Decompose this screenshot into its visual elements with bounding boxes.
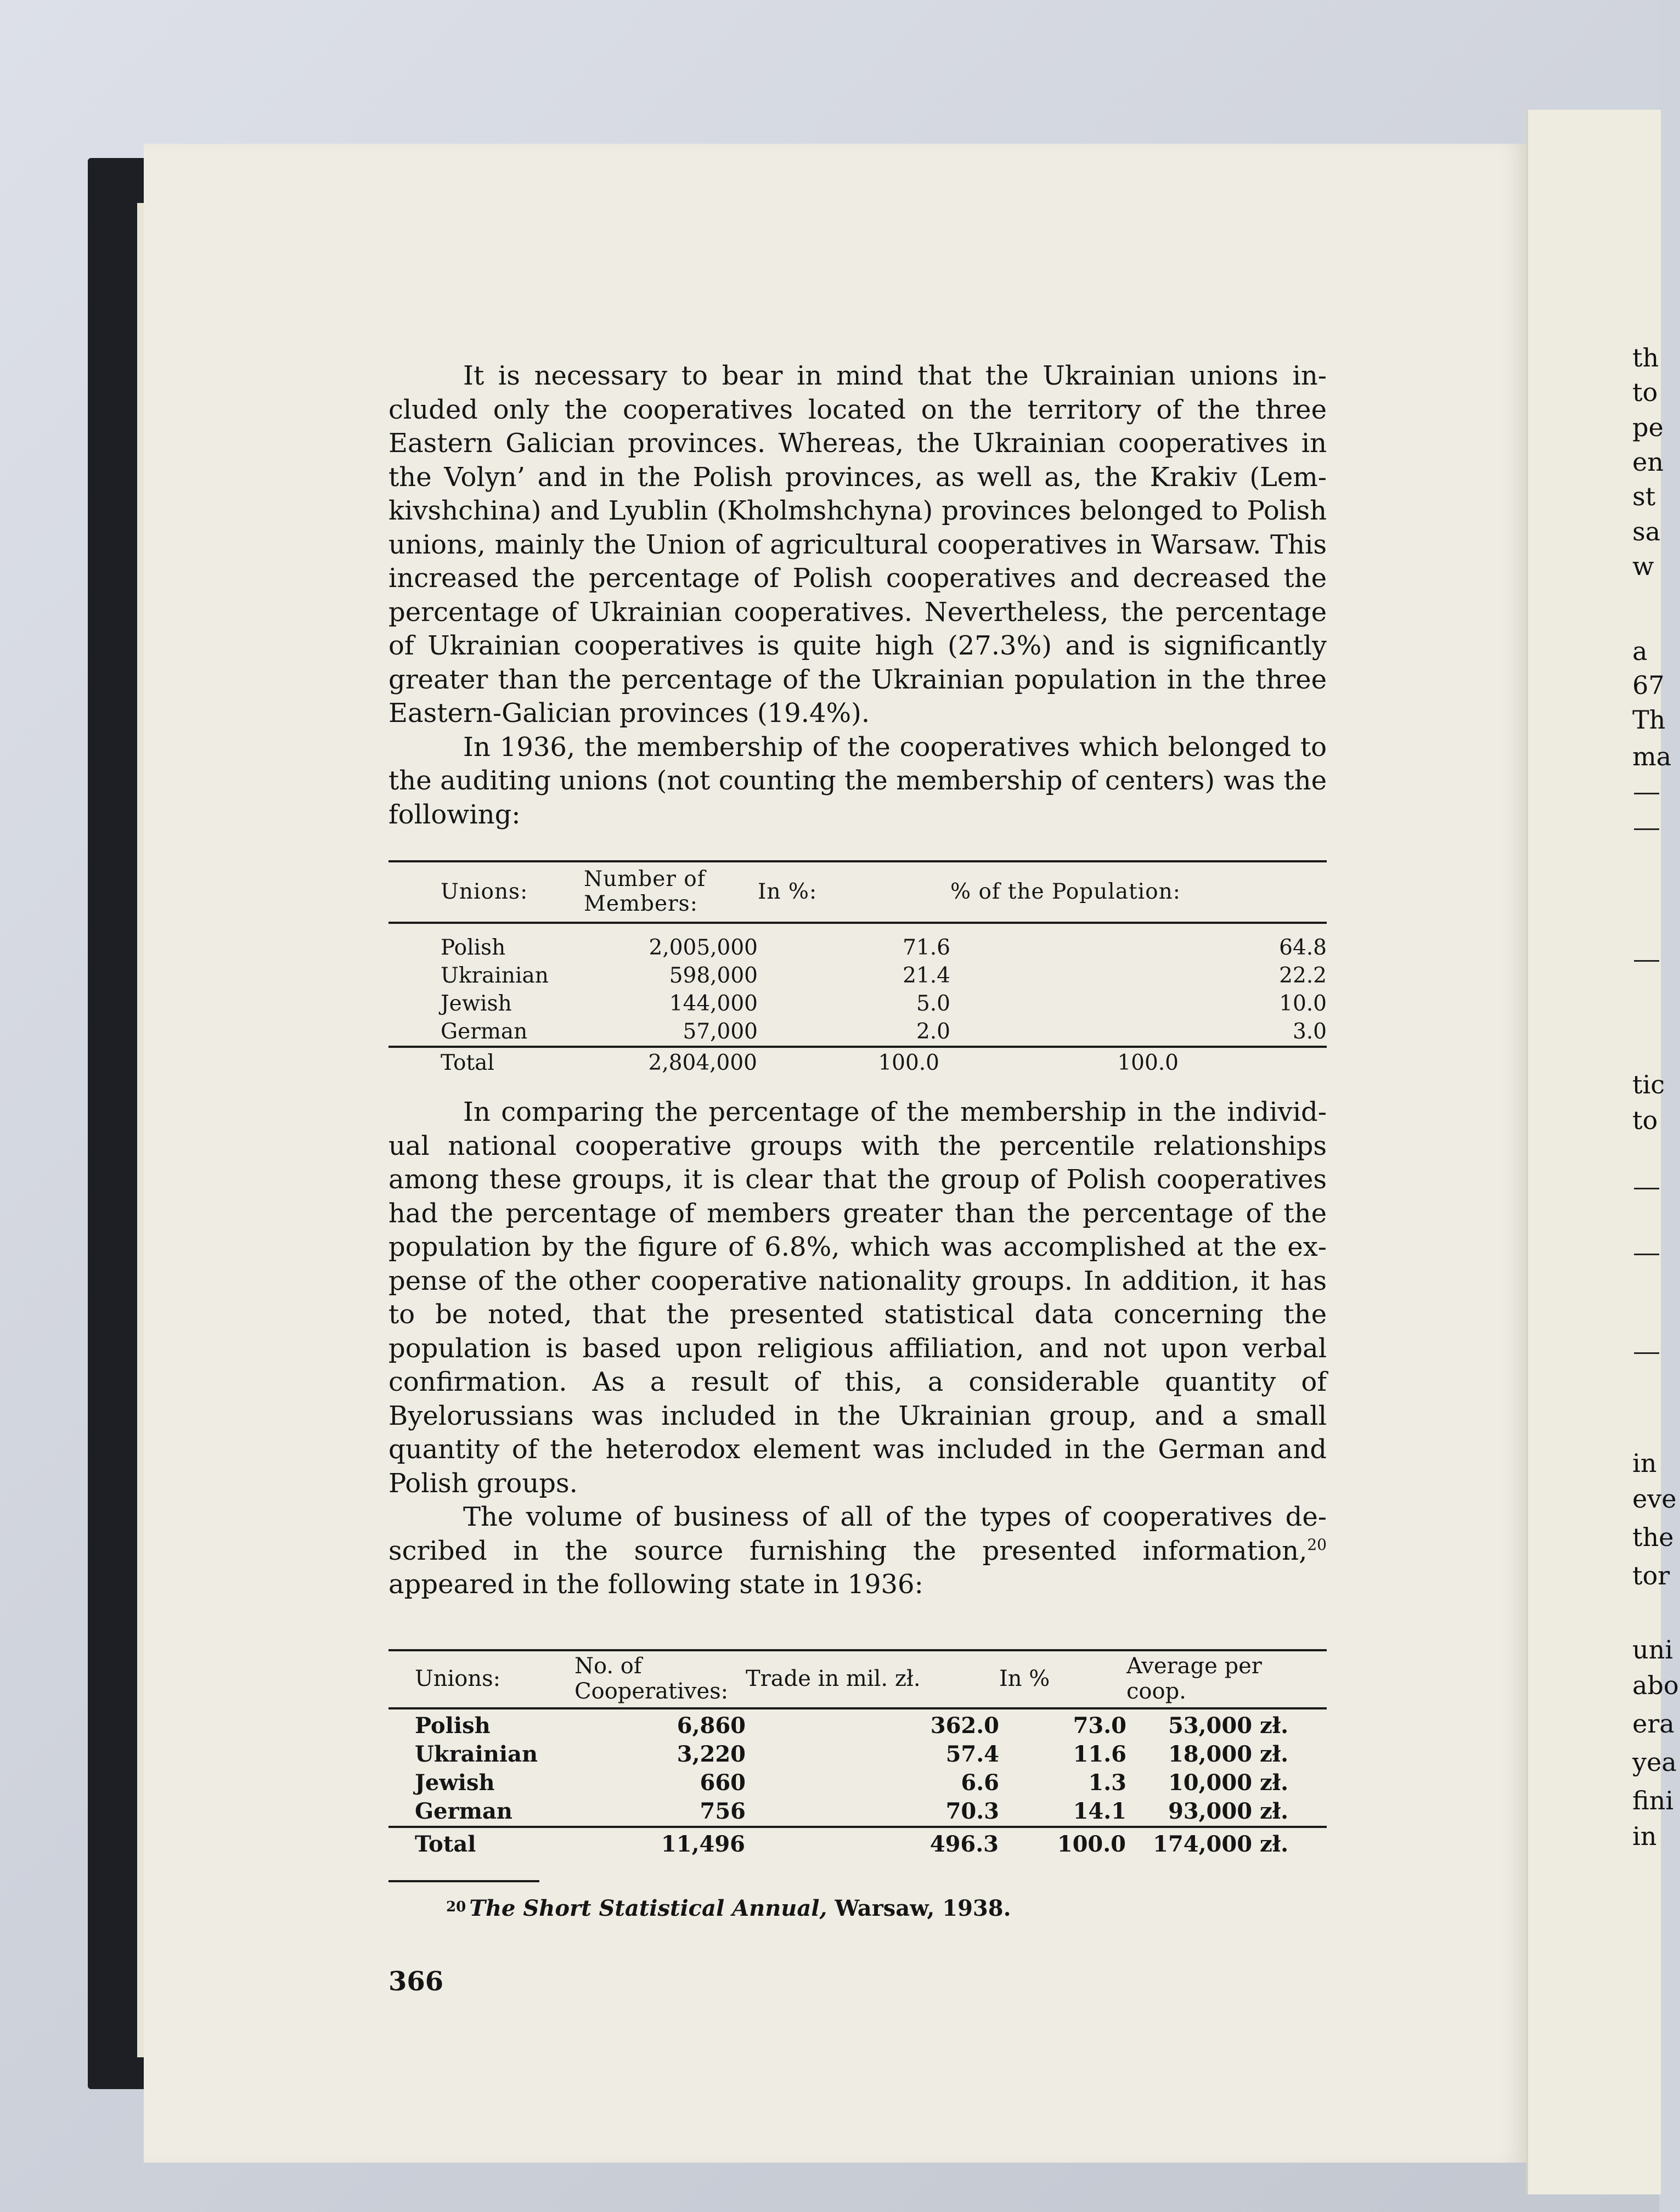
- facing-page-fragment: abo: [1632, 1671, 1679, 1700]
- facing-page-fragment: ma: [1632, 742, 1672, 771]
- facing-page-rule: [1634, 1188, 1659, 1189]
- table-cell: 756: [700, 1798, 746, 1824]
- footnote-title: The Short Statistical Annual,: [469, 1895, 827, 1921]
- table-cell: 70.3: [945, 1798, 999, 1824]
- facing-page-fragment: to: [1632, 377, 1658, 407]
- facing-page-fragment: eve: [1632, 1484, 1677, 1514]
- page-number: 366: [388, 1966, 444, 1997]
- table-cell: 71.6: [903, 935, 950, 960]
- column-header: Unions:: [388, 861, 584, 923]
- paragraph-membership-1936: In 1936, the membership of the cooperatives which belonged to the auditing unions (not counting the membership of centers) was the following:: [388, 731, 1327, 830]
- table-row: [388, 1769, 1327, 1797]
- table-row: [388, 1740, 1327, 1769]
- table-cell: 2,005,000: [649, 935, 758, 960]
- table-cell: 11.6: [1073, 1741, 1126, 1767]
- table-cell: 21.4: [903, 963, 950, 988]
- table-cell: 10,000 zł.: [1168, 1770, 1288, 1796]
- table-cell: German: [415, 1798, 513, 1824]
- column-header: Unions:: [388, 1650, 574, 1708]
- column-header: Trade in mil. zł.: [746, 1650, 999, 1708]
- facing-page-rule: [1634, 1352, 1659, 1354]
- table-cell: Total: [388, 1827, 574, 1858]
- facing-page-fragment: Th: [1632, 705, 1666, 735]
- facing-page-fragment: en: [1632, 447, 1664, 477]
- facing-page-fragment: fini: [1632, 1786, 1674, 1815]
- paragraph-comparison: In comparing the percentage of the membership in the individual national cooperative groups with the percentile relationships among these groups, it is clear that the group of Polish cooperatives had the percentage of members greater than the percentage of the population by the figure of 6.8%, which was accomplished at the expense of the other cooperative nationality groups. In addition, it has to be noted, that the presented statistical data concerning the population is based upon religious affiliation, and not upon verbal confirmation. As a result of this, a considerable quantity of Byelorussians was included in the Ukrainian group, and a small quantity of the heterodox element was included in the German and Polish groups.: [388, 1097, 1327, 1499]
- table-cell: 93,000 zł.: [1168, 1798, 1288, 1824]
- table-row: [388, 1797, 1327, 1827]
- table-row: [388, 1708, 1327, 1740]
- table-header-row: [388, 1650, 1327, 1708]
- table-row: [388, 923, 1327, 962]
- table-cell: 14.1: [1073, 1798, 1126, 1824]
- table-cell: 57,000: [683, 1019, 758, 1044]
- column-header: In %: [999, 1650, 1126, 1708]
- paragraph-text: appeared in the following state in 1936:: [388, 1569, 923, 1600]
- paragraph-text: The volume of business of all of the types of cooperatives described in the source furnishing the presented information,: [388, 1502, 1327, 1566]
- facing-page-fragment: to: [1632, 1105, 1658, 1135]
- table-cell: 2.0: [916, 1019, 950, 1044]
- facing-page-rule: [1634, 828, 1659, 830]
- table-cell: Jewish: [415, 1770, 495, 1796]
- table-cell: 53,000 zł.: [1168, 1713, 1288, 1739]
- footnote-number: 20: [446, 1898, 466, 1915]
- table-cell: Ukrainian: [441, 963, 549, 988]
- table-cell: Polish: [415, 1713, 491, 1739]
- facing-page-rule: [1634, 793, 1659, 794]
- facing-page-fragment: tic: [1632, 1070, 1665, 1099]
- table-cell: 100.0: [950, 1047, 1327, 1076]
- table-cell: Ukrainian: [415, 1741, 538, 1767]
- column-header: Average per coop.: [1126, 1650, 1327, 1708]
- table-cell: 144,000: [669, 991, 758, 1016]
- facing-page-rule: [1634, 960, 1659, 962]
- facing-page-fragment: era: [1632, 1709, 1675, 1739]
- facing-page-fragment: the: [1632, 1522, 1674, 1552]
- column-header: In %:: [758, 861, 950, 923]
- table-cell: 2,804,000: [584, 1047, 758, 1076]
- table-cell: 57.4: [945, 1741, 999, 1767]
- footnote-reference: 20: [1307, 1535, 1327, 1554]
- table-cell: 496.3: [746, 1827, 999, 1858]
- table-cell: 1.3: [1088, 1770, 1126, 1796]
- facing-page-fragment: pe: [1632, 413, 1664, 442]
- paragraph-business-volume: [388, 1500, 1327, 1602]
- facing-page-fragment: w: [1632, 551, 1654, 581]
- table-cell: 3.0: [1292, 1019, 1327, 1044]
- facing-page-fragment: in: [1632, 1821, 1657, 1851]
- footnote: [446, 1895, 1327, 1921]
- table-total-row: [388, 1047, 1327, 1076]
- facing-page-fragment: uni: [1632, 1635, 1673, 1664]
- table-cell: 64.8: [1279, 935, 1327, 960]
- table-cell: 174,000 zł.: [1126, 1827, 1327, 1858]
- table-cell: 5.0: [916, 991, 950, 1016]
- facing-page-rule: [1634, 1254, 1659, 1255]
- table-cell: Polish: [441, 935, 506, 960]
- table-cell: 100.0: [758, 1047, 950, 1076]
- table-cell: 73.0: [1073, 1713, 1126, 1739]
- table-row: [388, 962, 1327, 990]
- facing-page-fragment: sa: [1632, 517, 1661, 546]
- facing-page-fragment: 67: [1632, 670, 1665, 700]
- table-cell: 362.0: [930, 1713, 999, 1739]
- table-cell: 6.6: [961, 1770, 999, 1796]
- table-row: [388, 990, 1327, 1018]
- table-cell: 6,860: [677, 1713, 746, 1739]
- column-header: % of the Population:: [950, 861, 1327, 923]
- facing-page-fragment: st: [1632, 482, 1656, 511]
- facing-page-fragment: yea: [1632, 1747, 1677, 1777]
- table-cell: 598,000: [669, 963, 758, 988]
- footnote-divider: [388, 1880, 539, 1882]
- table-cell: 22.2: [1279, 963, 1327, 988]
- facing-page-fragment: in: [1632, 1448, 1657, 1478]
- table-row: [388, 1018, 1327, 1047]
- column-header: No. of Cooperatives:: [574, 1650, 746, 1708]
- table-cell: 10.0: [1279, 991, 1327, 1016]
- table-cell: 100.0: [999, 1827, 1126, 1858]
- table-cell: Jewish: [441, 991, 512, 1016]
- table-total-row: [388, 1827, 1327, 1858]
- membership-table: [388, 860, 1327, 1076]
- table-cell: 660: [700, 1770, 746, 1796]
- business-volume-table: [388, 1649, 1327, 1858]
- column-header: Number of Members:: [584, 861, 758, 923]
- table-header-row: [388, 861, 1327, 923]
- page-text-block: [388, 359, 1327, 1997]
- facing-page-fragment: tor: [1632, 1561, 1670, 1590]
- paragraph-unions-territory: It is necessary to bear in mind that the Ukrainian unions included only the cooperatives located on the territory of the three Eastern Galician provinces. Whereas, the Ukrainian cooperatives in the Volyn’ and in the Polish provinces, as well as, the Krakiv (Lemkivshchina) and Lyublin (Kholmshchyna) provinces belonged to Polish unions, mainly the Union of agricultural cooperatives in Warsaw. This increased the percentage of Polish cooperatives and decreased the percentage of Ukrainian cooperatives. Nevertheless, the percentage of Ukrainian cooperatives is quite high (27.3%) and is significantly greater than the percentage of the Ukrainian population in the three Eastern-Galician provinces (19.4%).: [388, 360, 1327, 729]
- table-cell: 18,000 zł.: [1168, 1741, 1288, 1767]
- table-cell: 11,496: [574, 1827, 746, 1858]
- table-cell: German: [441, 1019, 528, 1044]
- facing-page-fragment: a: [1632, 636, 1648, 666]
- facing-page-fragment: th: [1632, 343, 1659, 373]
- table-cell: 3,220: [677, 1741, 746, 1767]
- table-cell: Total: [388, 1047, 584, 1076]
- footnote-text: Warsaw, 1938.: [835, 1895, 1011, 1921]
